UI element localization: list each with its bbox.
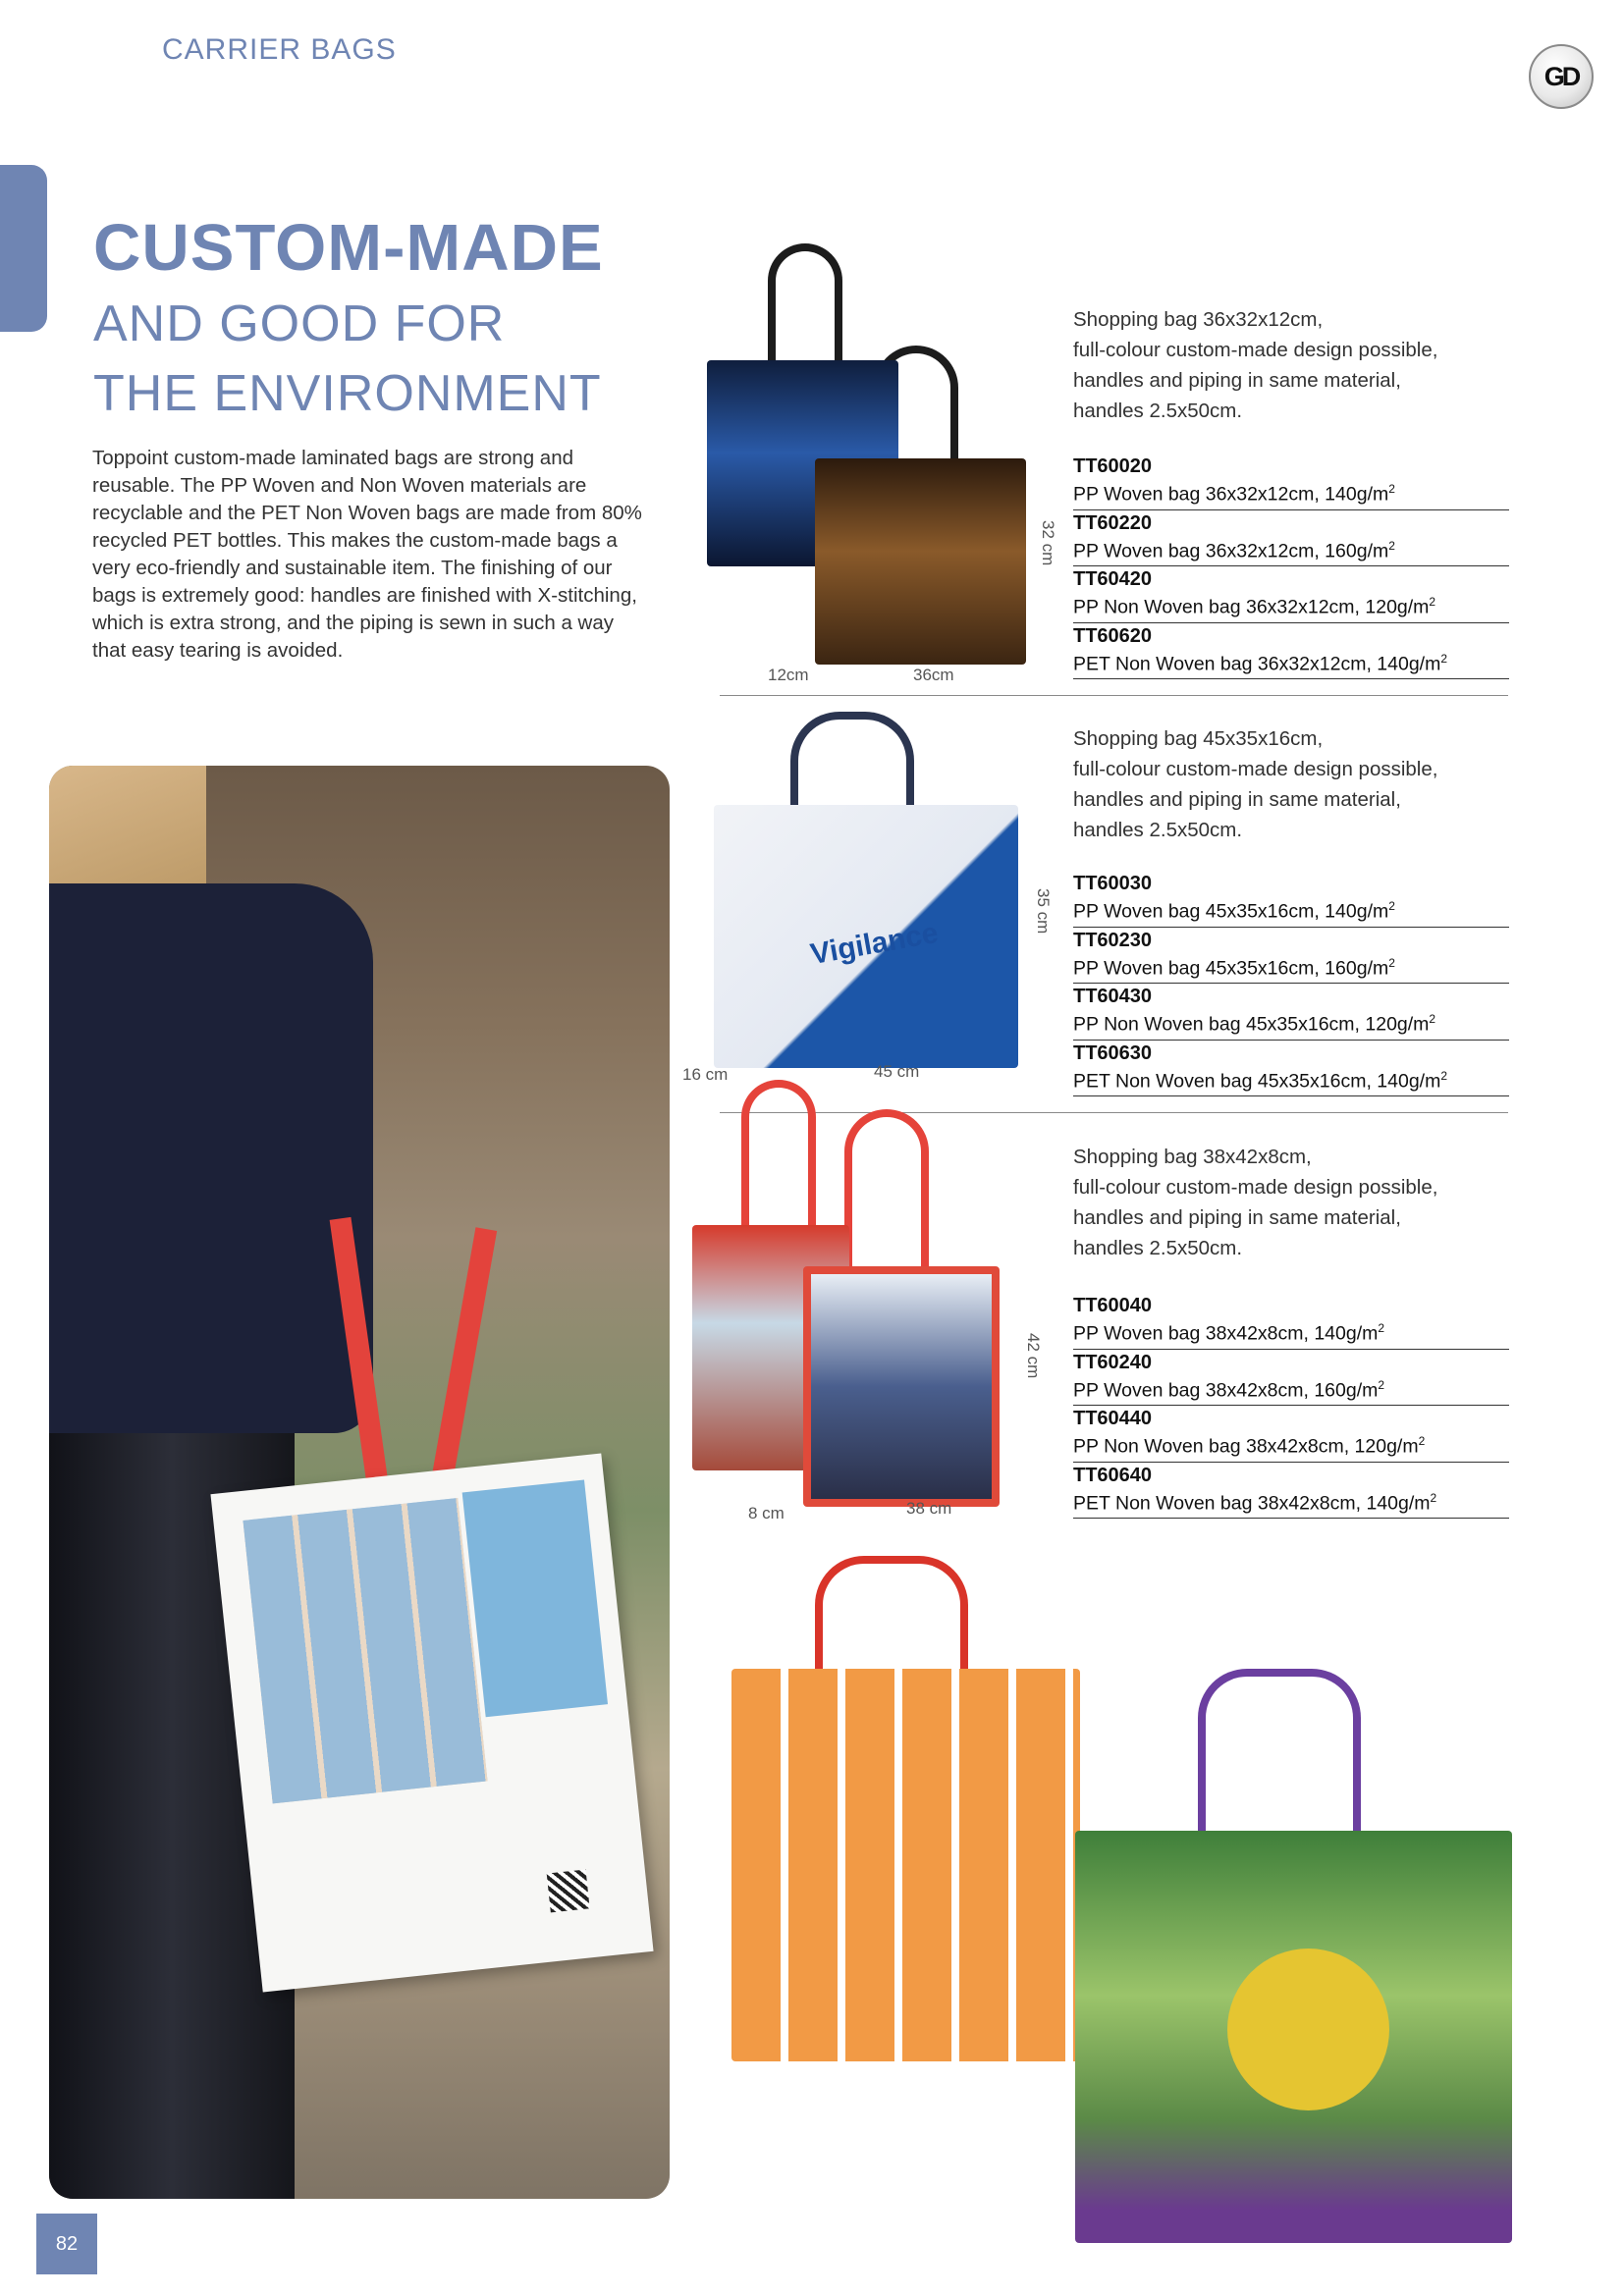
variant-list: [1073, 871, 1509, 1096]
variant-code: TT60220: [1073, 511, 1153, 534]
dimension-width: 36cm: [913, 666, 954, 684]
variant-code: TT60020: [1073, 455, 1153, 477]
variant-label: PP Woven bag 38x42x8cm, $160g/m^2$: [1073, 1377, 1385, 1401]
example-bag-orange: [731, 1669, 1080, 2061]
section-divider: [720, 1112, 1508, 1113]
variant-label: PP Woven bag 36x32x12cm, $140g/m^2$: [1073, 482, 1395, 506]
variant-label: PP Woven bag 38x42x8cm, $140g/m^2$: [1073, 1321, 1385, 1345]
variant-row: [1073, 566, 1509, 623]
variant-row: [1073, 1041, 1509, 1097]
variant-label: PP Woven bag 45x35x16cm, $140g/m^2$: [1073, 899, 1395, 923]
section-label: CARRIER BAGS: [162, 33, 397, 66]
variant-code: TT60430: [1073, 986, 1153, 1007]
dimension-depth: 8 cm: [748, 1504, 785, 1522]
variant-code: TT60440: [1073, 1408, 1153, 1429]
variant-list: [1073, 454, 1509, 679]
product-description: Shopping bag 45x35x16cm, full-colour custom-made design possible, handles and piping in same material, handles 2.5x50cm.: [1073, 727, 1438, 841]
variant-row: [1073, 928, 1509, 985]
variant-code: TT60640: [1073, 1464, 1153, 1486]
section-tab-marker: [0, 165, 47, 332]
variant-row: [1073, 1406, 1509, 1463]
variant-code: TT60030: [1073, 873, 1153, 894]
bag-handle: [1198, 1669, 1361, 1843]
product-image-bag-36x32-small: [815, 458, 1026, 665]
bag-handle: [844, 1109, 929, 1284]
intro-paragraph: Toppoint custom-made laminated bags are strong and reusable. The PP Woven and Non Woven materials are recyclable and the PET Non Woven bags are made from 80% recycled PET bottles. This makes the custom-made bags a very eco-friendly and sustainable item. The finishing of our bags is extremely good: handles are finished with X-stitching, which is extra strong, and the piping is sewn in such a way that easy tearing is avoided.: [92, 447, 642, 662]
dimension-height: 32 cm: [1039, 520, 1057, 566]
variant-label: PP Non Woven bag 36x32x12cm, $120g/m^2$: [1073, 595, 1436, 618]
variant-code: TT60240: [1073, 1351, 1153, 1373]
variant-code: TT60630: [1073, 1041, 1153, 1064]
brand-logo: [1529, 44, 1594, 109]
product-description: Shopping bag 36x32x12cm, full-colour custom-made design possible, handles and piping in same material, handles 2.5x50cm.: [1073, 308, 1438, 422]
photo-jacket: [49, 883, 373, 1433]
variant-row: [1073, 623, 1509, 680]
page-title: CUSTOM-MADE: [93, 211, 604, 285]
variant-row: [1073, 1350, 1509, 1407]
bag-print-badge: [1227, 1949, 1389, 2110]
photo-carried-bag: [210, 1453, 653, 1992]
bag-handle: [768, 243, 842, 379]
section-divider: [720, 695, 1508, 696]
variant-label: PP Non Woven bag 38x42x8cm, $120g/m^2$: [1073, 1434, 1426, 1458]
dimension-height: 35 cm: [1034, 888, 1053, 934]
variant-label: PP Woven bag 45x35x16cm, $160g/m^2$: [1073, 955, 1395, 979]
variant-list: [1073, 1293, 1509, 1519]
product-description: Shopping bag 38x42x8cm, full-colour custom-made design possible, handles and piping in same material, handles 2.5x50cm.: [1073, 1146, 1438, 1259]
variant-label: PP Non Woven bag 45x35x16cm, $120g/m^2$: [1073, 1012, 1436, 1036]
bag-handle: [741, 1080, 816, 1240]
lifestyle-photo: [49, 766, 670, 2199]
dimension-width: 38 cm: [906, 1499, 952, 1518]
dimension-width: 45 cm: [874, 1062, 920, 1081]
variant-code: TT60620: [1073, 624, 1153, 647]
variant-label: PET Non Woven bag 38x42x8cm, $140g/m^2$: [1073, 1490, 1437, 1514]
variant-row: [1073, 1463, 1509, 1520]
page-number: 82: [36, 2214, 97, 2274]
variant-row: [1073, 1293, 1509, 1350]
variant-label: PET Non Woven bag 45x35x16cm, $140g/m^2$: [1073, 1068, 1448, 1092]
dimension-depth: 16 cm: [682, 1065, 729, 1084]
dimension-depth: 12cm: [768, 666, 809, 684]
variant-label: PP Woven bag 36x32x12cm, $160g/m^2$: [1073, 538, 1395, 561]
variant-row: [1073, 871, 1509, 928]
variant-row: [1073, 454, 1509, 510]
variant-row: [1073, 510, 1509, 567]
page-subtitle: AND GOOD FOR THE ENVIRONMENT: [93, 295, 602, 422]
product-image-bag-38x42-front: [803, 1266, 1000, 1507]
variant-code: TT60230: [1073, 929, 1153, 951]
variant-code: TT60420: [1073, 568, 1153, 590]
dimension-height: 42 cm: [1024, 1333, 1043, 1379]
bag-print-grid: [243, 1498, 487, 1803]
qr-code-icon: [547, 1869, 590, 1912]
logo-text: GD: [1543, 61, 1579, 91]
photo-bag-strap: [428, 1227, 497, 1502]
variant-row: [1073, 984, 1509, 1041]
bag-print-panel: [462, 1479, 608, 1717]
variant-label: PET Non Woven bag 36x32x12cm, $140g/m^2$: [1073, 651, 1448, 674]
variant-code: TT60040: [1073, 1295, 1153, 1316]
bag-print-text: Vigilance: [808, 916, 941, 972]
